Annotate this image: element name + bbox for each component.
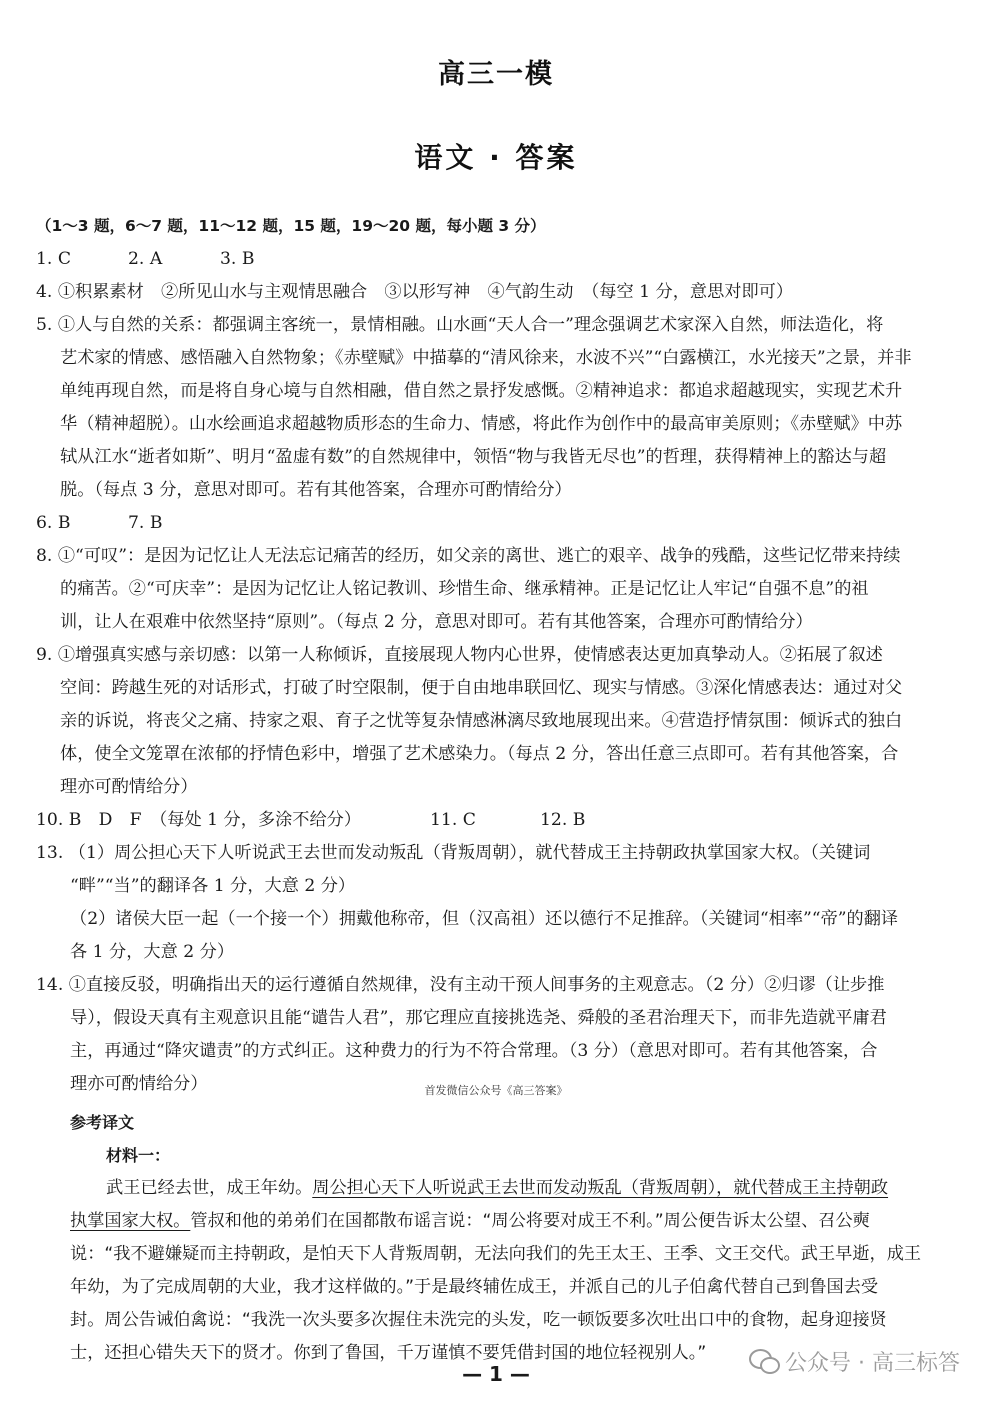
answer-5-line: 华（精神超脱）。山水绘画追求超越物质形态的生命力、情感，将此作为创作中的最高审美原则；《赤壁赋》中苏 (60, 414, 903, 434)
answer-8 (36, 540, 958, 639)
wechat-icon (749, 1349, 779, 1373)
answer-8-line: 训，让人在艰难中依然坚持“原则”。（每点 2 分，意思对即可。若有其他答案，合理亦可酌情给分） (60, 612, 813, 632)
answer-9 (36, 639, 958, 804)
answer-5 (36, 309, 958, 507)
answer-13 (36, 837, 958, 969)
answer-8-line: 的痛苦。②“可庆幸”：是因为记忆让人铭记教训、珍惜生命、继承精神。正是记忆让人牢记“自强不息”的祖 (60, 579, 869, 599)
translation-line (36, 1205, 958, 1238)
translation-underlined: 执掌国家大权。 (70, 1211, 191, 1231)
answer-9-line: 亲的诉说，将丧父之痛、持家之艰、育子之忧等复杂情感淋漓尽致地展现出来。④营造抒情氛围：倾诉式的独白 (60, 711, 903, 731)
answer-13-line: “畔”“当”的翻译各 1 分，大意 2 分） (70, 876, 356, 896)
answer-9-line: 体，使全文笼罩在浓郁的抒情色彩中，增强了艺术感染力。（每点 2 分，答出任意三点即可。若有其他答案，合 (60, 744, 899, 764)
page-number: — 1 — (462, 1362, 530, 1386)
answer-13-line: （2）诸侯大臣一起（一个接一个）拥戴他称帝，但（汉高祖）还以德行不足推辞。（关键词“相率”“帝”的翻译 (70, 909, 899, 929)
answer-14-line: 主，再通过“降灾谴责”的方式纠正。这种费力的行为不符合常理。（3 分）（意思对即可。若有其他答案，合 (70, 1041, 878, 1061)
answer-14-line: 导），假设天真有主观意识且能“谴告人君”，那它理应直接挑选尧、舜般的圣君治理天下，而非先造就平庸君 (70, 1008, 887, 1028)
answer-2: 2. A (128, 249, 163, 269)
answers-10-12 (36, 804, 958, 837)
answer-8-line: 8. ①“可叹”：是因为记忆让人无法忘记痛苦的经历，如父亲的离世、逃亡的艰辛、战争的残酷，这些记忆带来持续 (36, 546, 901, 566)
translation-line: 说：“我不避嫌疑而主持朝政，是怕天下人背叛周朝，无法向我们的先王太王、王季、文王交代。武王早逝，成王 (70, 1244, 922, 1264)
account-watermark (749, 1343, 960, 1379)
page-title: 高三一模 (438, 59, 554, 90)
translation-text (36, 1172, 958, 1370)
answer-11: 11. C (430, 810, 476, 830)
answer-7: 7. B (128, 513, 163, 533)
wechat-source-note: 首发微信公众号《高三答案》 (424, 1084, 568, 1097)
answer-6: 6. B (36, 513, 71, 533)
translation-line: 士，还担心错失天下的贤才。你到了鲁国，千万谨慎不要凭借封国的地位轻视别人。” (70, 1343, 707, 1363)
answer-14-line: 理亦可酌情给分） (70, 1074, 208, 1094)
scoring-note: （1～3 题，6～7 题，11～12 题，15 题，19～20 题，每小题 3 分） (36, 217, 546, 235)
account-watermark-text: 公众号 · 高三标答 (785, 1350, 960, 1376)
translation-line: 年幼，为了完成周朝的大业，我才这样做的。”于是最终辅佐成王，并派自己的儿子伯禽代替自己到鲁国去受 (70, 1277, 879, 1297)
answer-5-line: 单纯再现自然，而是将自身心境与自然相融，借自然之景抒发感慨。②精神追求：都追求超越现实，实现艺术升 (60, 381, 903, 401)
answers-6-7 (36, 507, 958, 540)
answer-3: 3. B (220, 249, 255, 269)
answer-body (36, 210, 958, 1370)
answer-13-line: 13. （1）周公担心天下人听说武王去世而发动叛乱（背叛周朝），就代替成王主持朝政执掌国家大权。（关键词 (36, 843, 871, 863)
answer-5-line: 轼从江水“逝者如斯”、明月“盈虚有数”的自然规律中，领悟“物与我皆无尽也”的哲理，获得精神上的豁达与超 (60, 447, 887, 467)
answer-5-line: 艺术家的情感、感悟融入自然物象；《赤壁赋》中描摹的“清风徐来，水波不兴”“白露横江，水光接天”之景，并非 (60, 348, 912, 368)
answers-1-3 (36, 243, 958, 276)
answer-9-line: 空间：跨越生死的对话形式，打破了时空限制，便于自由地串联回忆、现实与情感。③深化情感表达：通过对父 (60, 678, 903, 698)
answer-5-line: 5. ①人与自然的关系：都强调主客统一，景情相融。山水画“天人合一”理念强调艺术家深入自然，师法造化，将 (36, 315, 884, 335)
answer-13-line: 各 1 分，大意 2 分） (70, 942, 235, 962)
page-subtitle: 语文 · 答案 (414, 141, 578, 174)
answer-4: 4. ①积累素材 ②所见山水与主观情思融合 ③以形写神 ④气韵生动 （每空 1 分，意思对即可） (36, 282, 794, 302)
translation-heading: 参考译文 (70, 1113, 135, 1132)
answer-9-line: 理亦可酌情给分） (60, 777, 198, 797)
translation-underlined: 周公担心天下人听说武王去世而发动叛乱（背叛周朝），就代替成王主持朝政 (312, 1178, 889, 1198)
answer-5-line: 脱。（每点 3 分，意思对即可。若有其他答案，合理亦可酌情给分） (60, 480, 572, 500)
material-label: 材料一： (106, 1146, 171, 1165)
translation-line (36, 1172, 958, 1205)
translation-plain: 武王已经去世，成王年幼。 (106, 1178, 313, 1198)
answer-14-line: 14. ①直接反驳，明确指出天的运行遵循自然规律，没有主动干预人间事务的主观意志。（2 分）②归谬（让步推 (36, 975, 885, 995)
answer-1: 1. C (36, 249, 72, 269)
translation-line: 封。周公告诫伯禽说：“我洗一次头要多次握住未洗完的头发，吃一顿饭要多次吐出口中的食物，起身迎接贤 (70, 1310, 887, 1330)
answer-12: 12. B (540, 810, 586, 830)
translation-plain: 管叔和他的弟弟们在国都散布谣言说：“周公将要对成王不利。”周公便告诉太公望、召公奭 (190, 1211, 870, 1231)
answer-10: 10. B D F （每处 1 分，多涂不给分） (36, 810, 362, 830)
answer-9-line: 9. ①增强真实感与亲切感：以第一人称倾诉，直接展现人物内心世界，使情感表达更加真挚动人。②拓展了叙述 (36, 645, 883, 665)
